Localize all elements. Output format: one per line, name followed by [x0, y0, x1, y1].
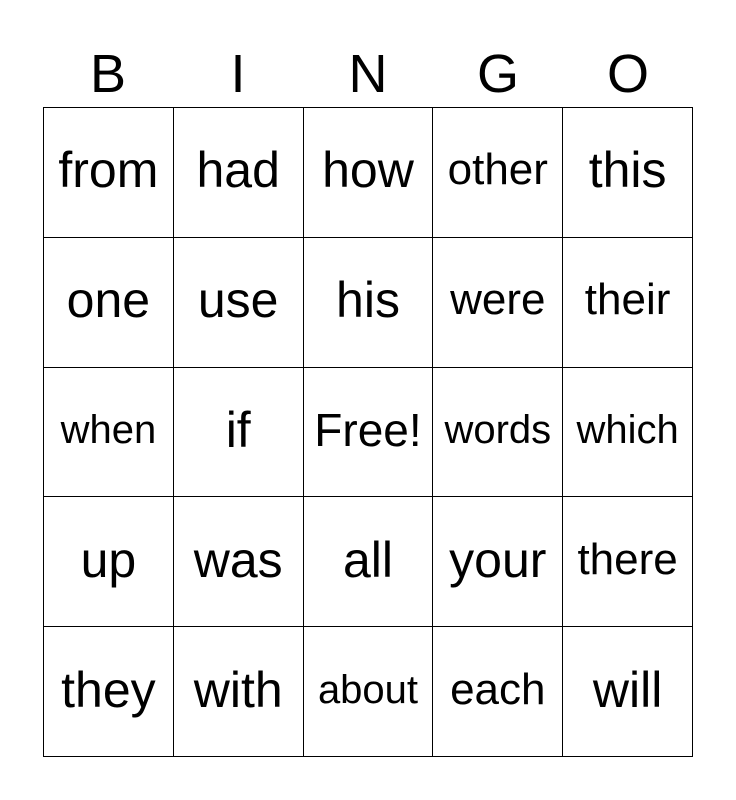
bingo-cell: will: [563, 627, 693, 757]
bingo-cell: when: [44, 368, 174, 498]
bingo-cell: one: [44, 238, 174, 368]
bingo-cell: use: [174, 238, 304, 368]
header-letter-o: O: [606, 44, 649, 104]
bingo-cell: were: [433, 238, 563, 368]
bingo-cell: each: [433, 627, 563, 757]
bingo-cell: with: [174, 627, 304, 757]
bingo-cell: from: [44, 108, 174, 238]
bingo-cell: their: [563, 238, 693, 368]
bingo-cell: how: [304, 108, 434, 238]
header-letter-i: I: [230, 44, 246, 104]
bingo-cell: which: [563, 368, 693, 498]
bingo-cell: if: [174, 368, 304, 498]
bingo-cell: up: [44, 497, 174, 627]
bingo-cell: there: [563, 497, 693, 627]
bingo-cell: was: [174, 497, 304, 627]
bingo-cell: your: [433, 497, 563, 627]
bingo-cell: had: [174, 108, 304, 238]
bingo-cell: his: [304, 238, 434, 368]
header-letter-g: G: [476, 44, 519, 104]
bingo-cell: this: [563, 108, 693, 238]
bingo-board: [43, 107, 693, 757]
header-letter-b: B: [89, 44, 127, 104]
header-letter-n: N: [348, 44, 388, 104]
bingo-cell: words: [433, 368, 563, 498]
bingo-cell: about: [304, 627, 434, 757]
bingo-cell: all: [304, 497, 434, 627]
bingo-cell: other: [433, 108, 563, 238]
bingo-header: [43, 40, 693, 108]
bingo-cell: they: [44, 627, 174, 757]
free-space-cell: Free!: [304, 368, 434, 498]
